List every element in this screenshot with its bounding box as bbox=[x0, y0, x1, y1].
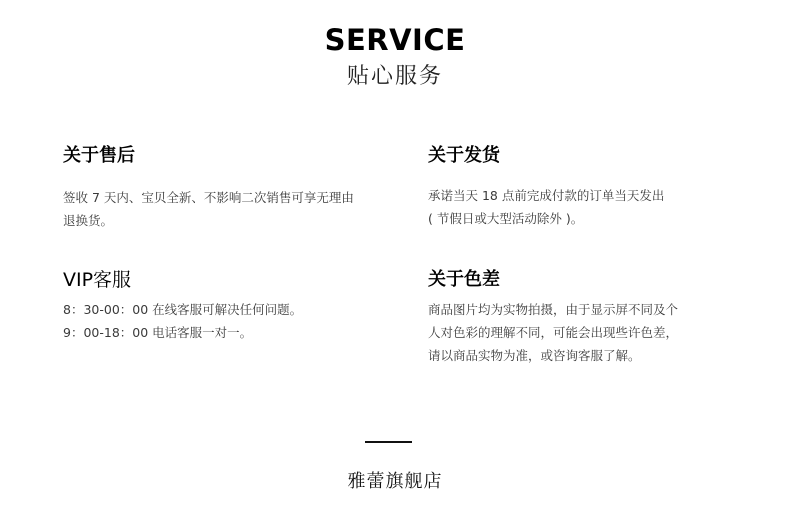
shipping-heading: 关于发货 bbox=[428, 145, 500, 166]
shipping-line: ( 节假日或大型活动除外 )。 bbox=[428, 211, 584, 226]
color-difference-line: 商品图片均为实物拍摄，由于显示屏不同及个 bbox=[428, 302, 679, 317]
vip-service-line: 9：00-18：00 电话客服一对一。 bbox=[63, 325, 253, 340]
after-sales-heading: 关于售后 bbox=[63, 145, 135, 166]
footer-divider bbox=[365, 441, 412, 443]
store-name: 雅蕾旗舰店 bbox=[347, 471, 443, 492]
after-sales-line: 退换货。 bbox=[63, 213, 114, 228]
vip-service-heading: VIP客服 bbox=[63, 269, 132, 291]
page-title-chinese: 贴心服务 bbox=[346, 64, 443, 89]
after-sales-line: 签收 7 天内、宝贝全新、不影响二次销售可享无理由 bbox=[63, 190, 354, 205]
vip-service-text bbox=[63, 298, 393, 344]
shipping-line: 承诺当天 18 点前完成付款的订单当天发出 bbox=[428, 188, 665, 203]
color-difference-text bbox=[428, 298, 758, 367]
vip-service-section bbox=[63, 268, 393, 344]
color-difference-heading: 关于色差 bbox=[428, 269, 500, 290]
page-title-english: SERVICE bbox=[324, 23, 466, 57]
after-sales-text bbox=[63, 186, 393, 232]
color-difference-line: 请以商品实物为准，或咨询客服了解。 bbox=[428, 348, 641, 363]
after-sales-section bbox=[63, 144, 393, 232]
shipping-text bbox=[428, 184, 758, 230]
color-difference-section bbox=[428, 268, 758, 367]
color-difference-line: 人对色彩的理解不同，可能会出现些许色差， bbox=[428, 325, 679, 340]
vip-service-line: 8：30-00：00 在线客服可解决任何问题。 bbox=[63, 302, 303, 317]
shipping-section bbox=[428, 144, 758, 230]
